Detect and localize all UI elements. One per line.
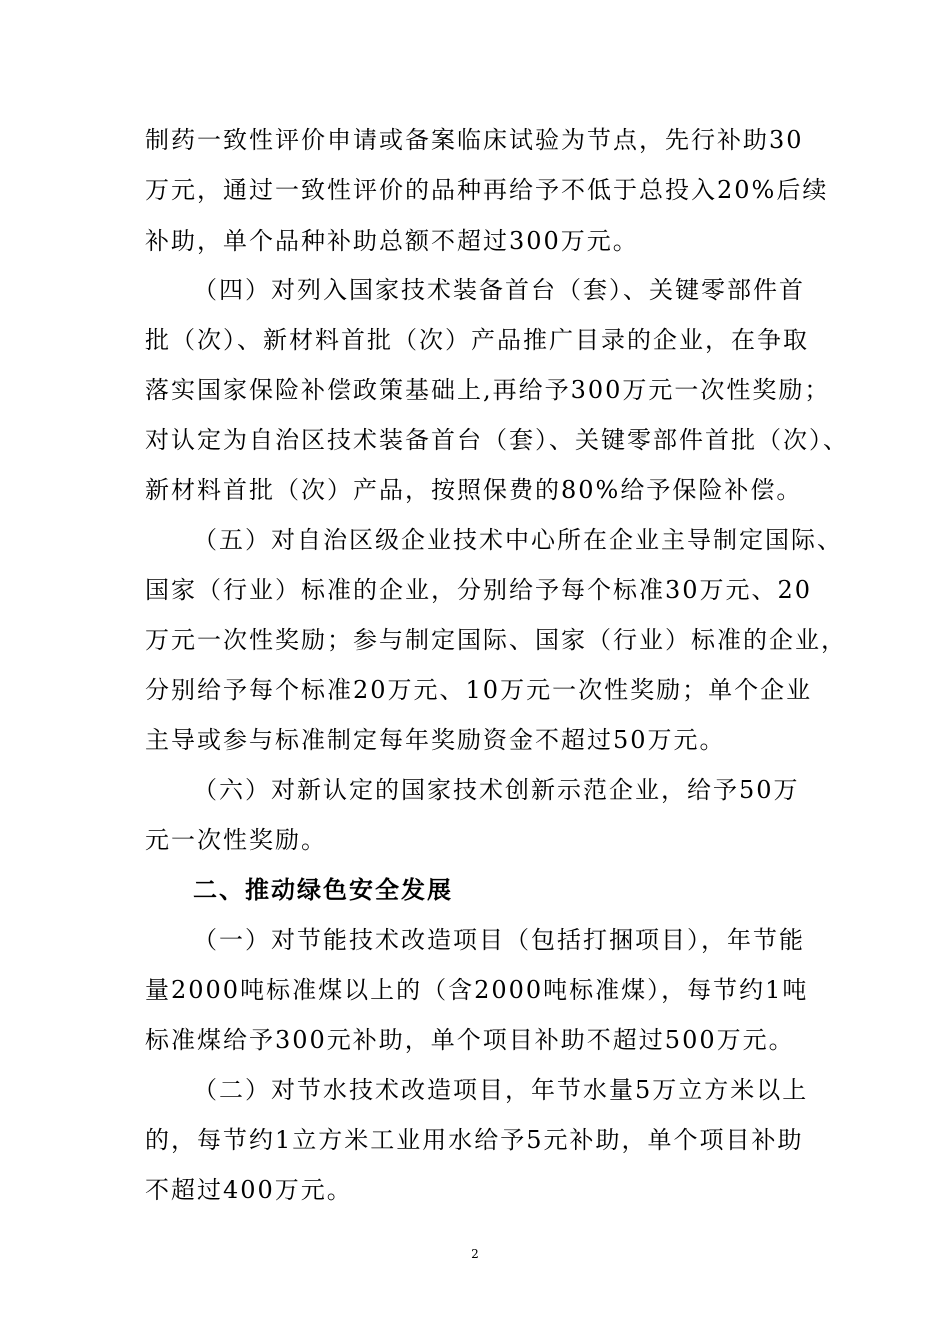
paragraph-line: 主导或参与标准制定每年奖励资金不超过50万元。 — [145, 726, 726, 754]
paragraph-line: 补助，单个品种补助总额不超过300万元。 — [145, 227, 639, 255]
paragraph-line: （四）对列入国家技术装备首台（套）、关键零部件首 — [193, 276, 805, 304]
paragraph-line: 对认定为自治区技术装备首台（套）、关键零部件首批（次）、 — [145, 426, 849, 454]
paragraph-line: 不超过400万元。 — [145, 1176, 353, 1204]
paragraph-line: （五）对自治区级企业技术中心所在企业主导制定国际、 — [193, 526, 843, 554]
paragraph-line: 新材料首批（次）产品，按照保费的80%给予保险补偿。 — [145, 476, 803, 504]
paragraph-line: 落实国家保险补偿政策基础上,再给予300万元一次性奖励； — [145, 376, 831, 404]
paragraph-line: 分别给予每个标准20万元、10万元一次性奖励；单个企业 — [145, 676, 813, 704]
paragraph-line: 万元一次性奖励；参与制定国际、国家（行业）标准的企业， — [145, 626, 847, 654]
paragraph-line: 元一次性奖励。 — [145, 826, 327, 854]
paragraph-line: 国家（行业）标准的企业，分别给予每个标准30万元、20 — [145, 576, 813, 604]
paragraph-line: 批（次）、新材料首批（次）产品推广目录的企业，在争取 — [145, 326, 809, 354]
section-heading: 二、推动绿色安全发展 — [193, 876, 453, 904]
paragraph-line: （二）对节水技术改造项目，年节水量5万立方米以上 — [193, 1076, 809, 1104]
page-number: 2 — [471, 1247, 479, 1261]
paragraph-line: （一）对节能技术改造项目（包括打捆项目），年节能 — [193, 926, 805, 954]
paragraph-line: （六）对新认定的国家技术创新示范企业，给予50万 — [193, 776, 800, 804]
paragraph-line: 万元，通过一致性评价的品种再给予不低于总投入20%后续 — [145, 176, 829, 204]
paragraph-line: 的，每节约1立方米工业用水给予5元补助，单个项目补助 — [145, 1126, 804, 1154]
paragraph-line: 制药一致性评价申请或备案临床试验为节点，先行补助30 — [145, 126, 804, 154]
paragraph-line: 量2000吨标准煤以上的（含2000吨标准煤），每节约1吨 — [145, 976, 809, 1004]
paragraph-line: 标准煤给予300元补助，单个项目补助不超过500万元。 — [145, 1026, 795, 1054]
